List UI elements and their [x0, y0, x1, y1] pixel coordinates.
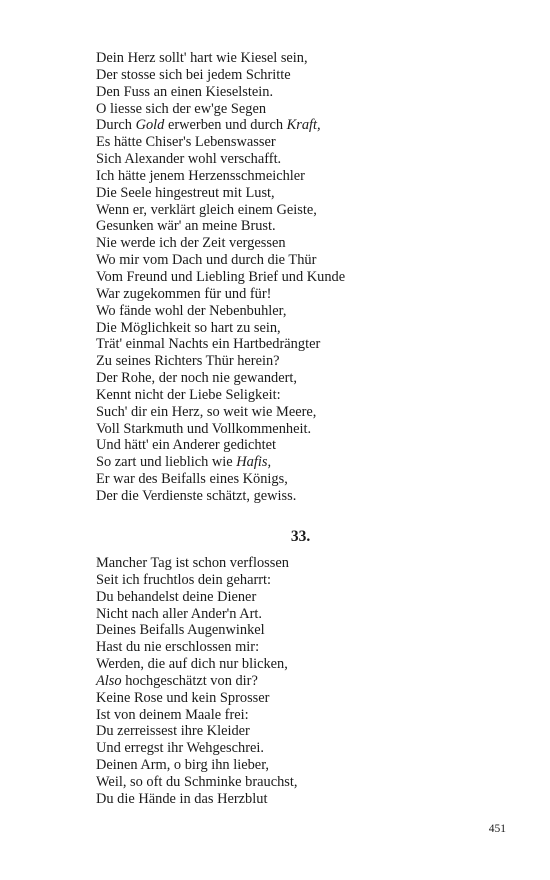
verse-text: Gesunken wär' an meine Brust.: [96, 218, 276, 235]
verse-text: Wo mir vom Dach und durch die Thür: [96, 252, 317, 269]
verse-line: [96, 404, 476, 421]
verse-text: Die Möglichkeit so hart zu sein,: [96, 319, 281, 336]
verse-text: O liesse sich der ew'ge Segen: [96, 100, 267, 117]
verse-line: [96, 320, 476, 337]
verse-line: [96, 303, 476, 320]
verse-text: erwerben und durch: [164, 117, 287, 134]
verse-line: [96, 50, 476, 67]
verse-text: Werden, die auf dich nur blicken,: [96, 656, 288, 673]
verse-text: Ist von deinem Maale frei:: [96, 706, 249, 723]
verse-line: [96, 387, 476, 404]
verse-text: Sich Alexander wohl verschafft.: [96, 151, 282, 168]
verse-text: Du die Hände in das Herzblut: [96, 790, 268, 807]
verse-text: Kennt nicht der Liebe Seligkeit:: [96, 386, 281, 403]
verse-text: Seit ich fruchtlos dein geharrt:: [96, 571, 272, 588]
verse-line: [96, 757, 476, 774]
verse-text: Und erregst ihr Wehgeschrei.: [96, 740, 265, 757]
verse-text: Du zerreissest ihre Kleider: [96, 723, 250, 740]
verse-text: Der stosse sich bei jedem Schritte: [96, 66, 291, 83]
verse-line: [96, 421, 476, 438]
verse-line: [96, 134, 476, 151]
verse-line: [96, 101, 476, 118]
verse-text: Die Seele hingestreut mit Lust,: [96, 184, 275, 201]
verse-line: [96, 84, 476, 101]
verse-text: Der die Verdienste schätzt, gewiss.: [96, 487, 297, 504]
verse-line: [96, 286, 476, 303]
verse-text: Ich hätte jenem Herzensschmeichler: [96, 167, 305, 184]
verse-text: Der Rohe, der noch nie gewandert,: [96, 370, 297, 387]
verse-text: Deines Beifalls Augenwinkel: [96, 622, 265, 639]
poem-number: 33.: [290, 528, 311, 545]
verse-line: [96, 690, 476, 707]
verse-line: [96, 656, 476, 673]
verse-text: Er war des Beifalls eines Königs,: [96, 471, 288, 488]
verse-line: [96, 67, 476, 84]
verse-text: Es hätte Chiser's Lebenswasser: [96, 134, 276, 151]
verse-text: Durch: [96, 117, 136, 134]
verse-line: [96, 218, 476, 235]
verse-italic-text: Also: [96, 672, 122, 689]
verse-line: [96, 151, 476, 168]
verse-line: [96, 185, 476, 202]
verse-line: [96, 555, 476, 572]
verse-text: So zart und lieblich wie: [96, 454, 237, 471]
verse-line: [96, 488, 476, 505]
verse-line: [96, 353, 476, 370]
verse-line: [96, 336, 476, 353]
verse-text: Deinen Arm, o birg ihn lieber,: [96, 757, 270, 774]
verse-text: Nicht nach aller Ander'n Art.: [96, 605, 263, 622]
verse-text: Mancher Tag ist schon verflossen: [96, 555, 289, 571]
verse-text: Vom Freund und Liebling Brief und Kunde: [96, 268, 346, 285]
verse-line: [96, 269, 476, 286]
verse-line: [96, 202, 476, 219]
verse-text: Nie werde ich der Zeit vergessen: [96, 235, 286, 252]
verse-text: Voll Starkmuth und Vollkommenheit.: [96, 420, 312, 437]
verse-line: [96, 622, 476, 639]
verse-line: [96, 471, 476, 488]
verse-italic-text: Kraft,: [286, 117, 321, 134]
verse-line: [96, 774, 476, 791]
verse-line: [96, 572, 476, 589]
verse-italic-text: Hafis,: [236, 454, 272, 471]
verse-line: [96, 454, 476, 471]
verse-line: [96, 437, 476, 454]
verse-line: [96, 791, 476, 808]
page-number: 451: [488, 823, 506, 835]
verse-text: Zu seines Richters Thür herein?: [96, 353, 280, 370]
verse-text: War zugekommen für und für!: [96, 285, 272, 302]
verse-line: [96, 117, 476, 134]
poem-33: [96, 555, 476, 808]
verse-line: [96, 589, 476, 606]
verse-text: Weil, so oft du Schminke brauchst,: [96, 773, 298, 790]
verse-line: [96, 723, 476, 740]
verse-text: Du behandelst deine Diener: [96, 588, 257, 605]
verse-text: Hast du nie erschlossen mir:: [96, 639, 260, 656]
verse-line: [96, 673, 476, 690]
verse-line: [96, 252, 476, 269]
verse-line: [96, 639, 476, 656]
poem-continued: [96, 50, 476, 505]
verse-text: Such' dir ein Herz, so weit wie Meere,: [96, 403, 317, 420]
verse-text: Dein Herz sollt' hart wie Kiesel sein,: [96, 50, 308, 66]
verse-line: [96, 740, 476, 757]
verse-text: Und hätt' ein Anderer gedichtet: [96, 437, 277, 454]
verse-text: Keine Rose und kein Sprosser: [96, 689, 270, 706]
verse-text: Wo fände wohl der Nebenbuhler,: [96, 302, 287, 319]
verse-italic-text: Gold: [135, 117, 165, 134]
verse-line: [96, 370, 476, 387]
verse-text: Den Fuss an einen Kieselstein.: [96, 83, 274, 100]
verse-line: [96, 707, 476, 724]
verse-line: [96, 606, 476, 623]
verse-text: hochgeschätzt von dir?: [121, 672, 258, 689]
verse-line: [96, 168, 476, 185]
verse-text: Wenn er, verklärt gleich einem Geiste,: [96, 201, 317, 218]
verse-line: [96, 235, 476, 252]
verse-text: Trät' einmal Nachts ein Hartbedrängter: [96, 336, 321, 353]
